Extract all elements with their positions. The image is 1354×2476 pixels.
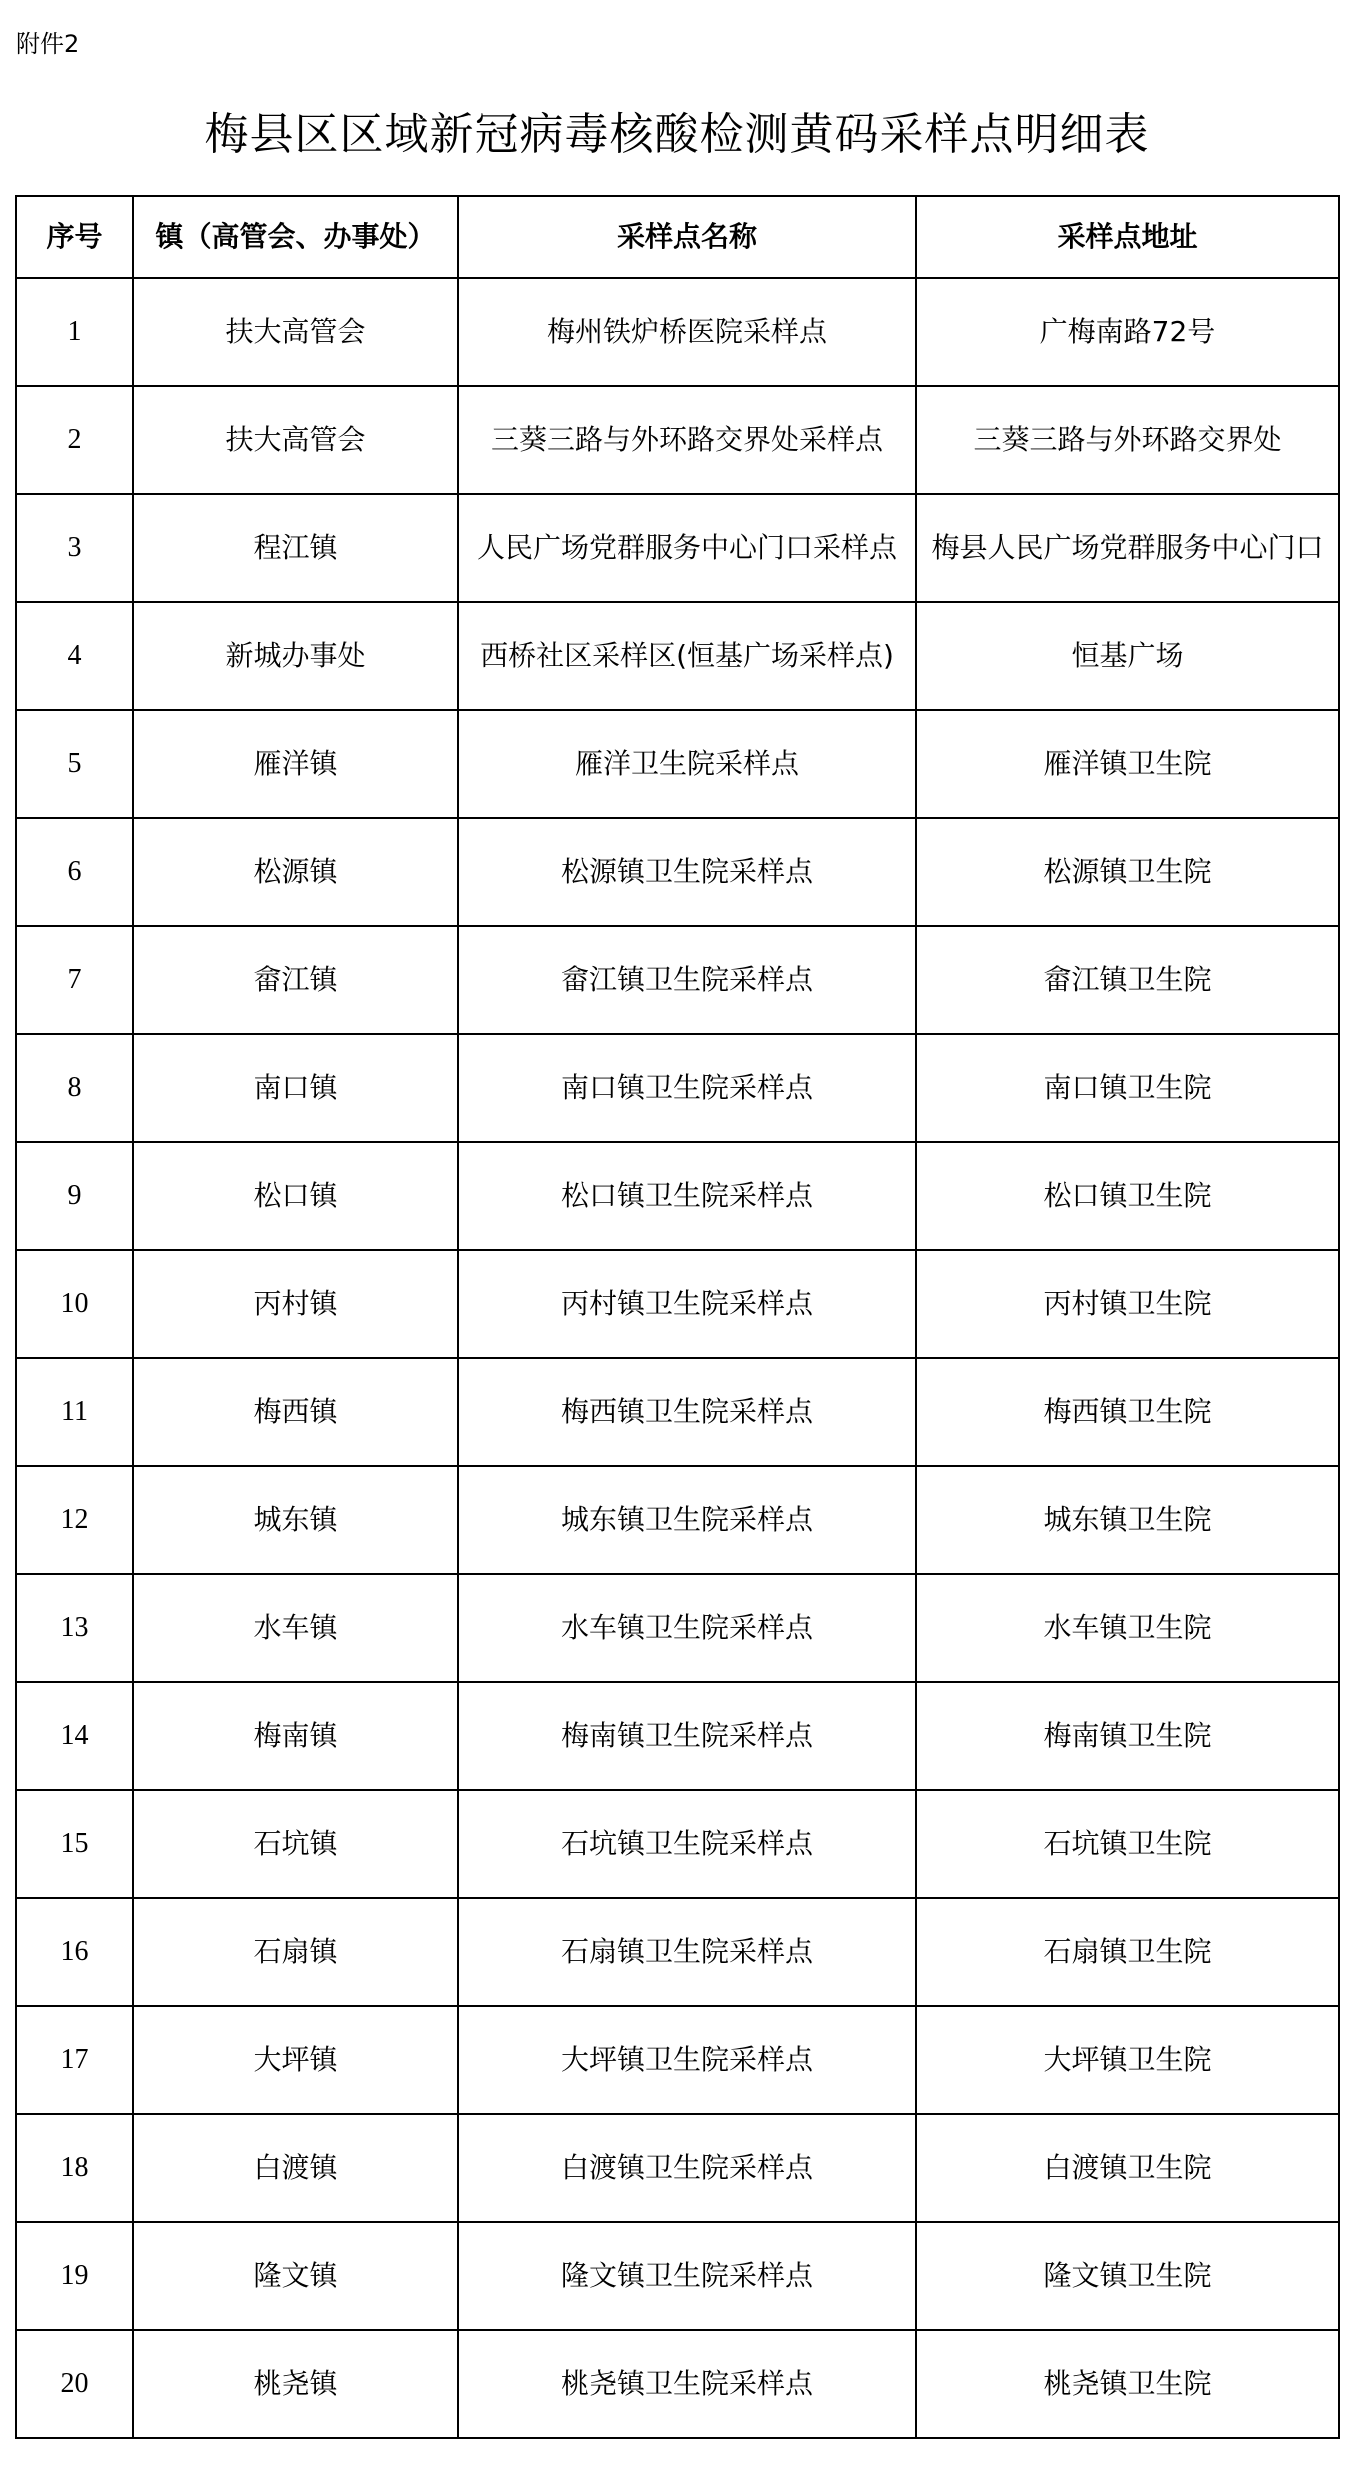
- row-site-address: 大坪镇卫生院: [916, 2006, 1339, 2114]
- row-index: 10: [16, 1250, 133, 1358]
- header-town: 镇（高管会、办事处）: [133, 196, 458, 278]
- row-town: 城东镇: [133, 1466, 458, 1574]
- row-index: 18: [16, 2114, 133, 2222]
- row-site-address: 松源镇卫生院: [916, 818, 1339, 926]
- row-site-name: 隆文镇卫生院采样点: [458, 2222, 916, 2330]
- table-row: [16, 2006, 1339, 2114]
- row-site-name: 畲江镇卫生院采样点: [458, 926, 916, 1034]
- row-site-name: 南口镇卫生院采样点: [458, 1034, 916, 1142]
- row-site-address: 石扇镇卫生院: [916, 1898, 1339, 2006]
- table-row: [16, 1682, 1339, 1790]
- row-site-name: 西桥社区采样区(恒基广场采样点): [458, 602, 916, 710]
- sampling-points-table: [15, 195, 1340, 2439]
- row-site-address: 三葵三路与外环路交界处: [916, 386, 1339, 494]
- row-index: 14: [16, 1682, 133, 1790]
- row-site-name: 水车镇卫生院采样点: [458, 1574, 916, 1682]
- table-row: [16, 1250, 1339, 1358]
- row-town: 程江镇: [133, 494, 458, 602]
- row-site-address: 丙村镇卫生院: [916, 1250, 1339, 1358]
- header-site-address: 采样点地址: [916, 196, 1339, 278]
- row-index: 11: [16, 1358, 133, 1466]
- row-site-address: 城东镇卫生院: [916, 1466, 1339, 1574]
- table-header-row: [16, 196, 1339, 278]
- table-row: [16, 818, 1339, 926]
- table-row: [16, 1358, 1339, 1466]
- row-site-address: 畲江镇卫生院: [916, 926, 1339, 1034]
- row-site-name: 大坪镇卫生院采样点: [458, 2006, 916, 2114]
- table-row: [16, 926, 1339, 1034]
- row-site-address: 隆文镇卫生院: [916, 2222, 1339, 2330]
- row-site-name: 桃尧镇卫生院采样点: [458, 2330, 916, 2438]
- row-index: 4: [16, 602, 133, 710]
- table-row: [16, 1034, 1339, 1142]
- row-site-address: 恒基广场: [916, 602, 1339, 710]
- table-row: [16, 710, 1339, 818]
- row-site-address: 梅南镇卫生院: [916, 1682, 1339, 1790]
- table-row: [16, 602, 1339, 710]
- table-row: [16, 1466, 1339, 1574]
- row-town: 新城办事处: [133, 602, 458, 710]
- row-town: 隆文镇: [133, 2222, 458, 2330]
- attachment-label: 附件2: [16, 30, 80, 58]
- table-body: [16, 278, 1339, 2438]
- table-row: [16, 2114, 1339, 2222]
- header-index: 序号: [16, 196, 133, 278]
- row-index: 12: [16, 1466, 133, 1574]
- row-site-address: 广梅南路72号: [916, 278, 1339, 386]
- row-town: 扶大高管会: [133, 386, 458, 494]
- row-town: 松源镇: [133, 818, 458, 926]
- row-site-name: 松口镇卫生院采样点: [458, 1142, 916, 1250]
- page-title: 梅县区区域新冠病毒核酸检测黄码采样点明细表: [204, 109, 1150, 160]
- row-site-name: 人民广场党群服务中心门口采样点: [458, 494, 916, 602]
- row-index: 13: [16, 1574, 133, 1682]
- row-index: 20: [16, 2330, 133, 2438]
- row-site-address: 白渡镇卫生院: [916, 2114, 1339, 2222]
- row-town: 石扇镇: [133, 1898, 458, 2006]
- table-row: [16, 494, 1339, 602]
- row-index: 2: [16, 386, 133, 494]
- row-site-address: 南口镇卫生院: [916, 1034, 1339, 1142]
- table-row: [16, 1142, 1339, 1250]
- row-site-address: 松口镇卫生院: [916, 1142, 1339, 1250]
- table-row: [16, 1574, 1339, 1682]
- row-town: 畲江镇: [133, 926, 458, 1034]
- row-town: 扶大高管会: [133, 278, 458, 386]
- table-row: [16, 2222, 1339, 2330]
- row-index: 5: [16, 710, 133, 818]
- row-site-name: 雁洋卫生院采样点: [458, 710, 916, 818]
- row-site-address: 石坑镇卫生院: [916, 1790, 1339, 1898]
- row-index: 8: [16, 1034, 133, 1142]
- row-index: 3: [16, 494, 133, 602]
- row-site-name: 梅州铁炉桥医院采样点: [458, 278, 916, 386]
- row-site-address: 雁洋镇卫生院: [916, 710, 1339, 818]
- row-site-name: 石扇镇卫生院采样点: [458, 1898, 916, 2006]
- row-site-address: 水车镇卫生院: [916, 1574, 1339, 1682]
- header-site-name: 采样点名称: [458, 196, 916, 278]
- row-site-name: 白渡镇卫生院采样点: [458, 2114, 916, 2222]
- row-town: 梅南镇: [133, 1682, 458, 1790]
- row-index: 7: [16, 926, 133, 1034]
- row-index: 19: [16, 2222, 133, 2330]
- row-index: 17: [16, 2006, 133, 2114]
- row-index: 1: [16, 278, 133, 386]
- row-town: 白渡镇: [133, 2114, 458, 2222]
- row-town: 雁洋镇: [133, 710, 458, 818]
- table-row: [16, 2330, 1339, 2438]
- row-site-address: 梅西镇卫生院: [916, 1358, 1339, 1466]
- row-index: 9: [16, 1142, 133, 1250]
- row-town: 桃尧镇: [133, 2330, 458, 2438]
- row-town: 石坑镇: [133, 1790, 458, 1898]
- row-site-name: 梅西镇卫生院采样点: [458, 1358, 916, 1466]
- row-town: 丙村镇: [133, 1250, 458, 1358]
- table-row: [16, 1898, 1339, 2006]
- row-site-name: 石坑镇卫生院采样点: [458, 1790, 916, 1898]
- row-index: 6: [16, 818, 133, 926]
- table-row: [16, 278, 1339, 386]
- row-index: 16: [16, 1898, 133, 2006]
- row-town: 水车镇: [133, 1574, 458, 1682]
- row-index: 15: [16, 1790, 133, 1898]
- row-site-address: 桃尧镇卫生院: [916, 2330, 1339, 2438]
- row-site-address: 梅县人民广场党群服务中心门口: [916, 494, 1339, 602]
- row-town: 梅西镇: [133, 1358, 458, 1466]
- row-site-name: 城东镇卫生院采样点: [458, 1466, 916, 1574]
- table-row: [16, 1790, 1339, 1898]
- row-site-name: 三葵三路与外环路交界处采样点: [458, 386, 916, 494]
- row-town: 南口镇: [133, 1034, 458, 1142]
- row-town: 松口镇: [133, 1142, 458, 1250]
- table-row: [16, 386, 1339, 494]
- row-site-name: 丙村镇卫生院采样点: [458, 1250, 916, 1358]
- row-town: 大坪镇: [133, 2006, 458, 2114]
- row-site-name: 梅南镇卫生院采样点: [458, 1682, 916, 1790]
- row-site-name: 松源镇卫生院采样点: [458, 818, 916, 926]
